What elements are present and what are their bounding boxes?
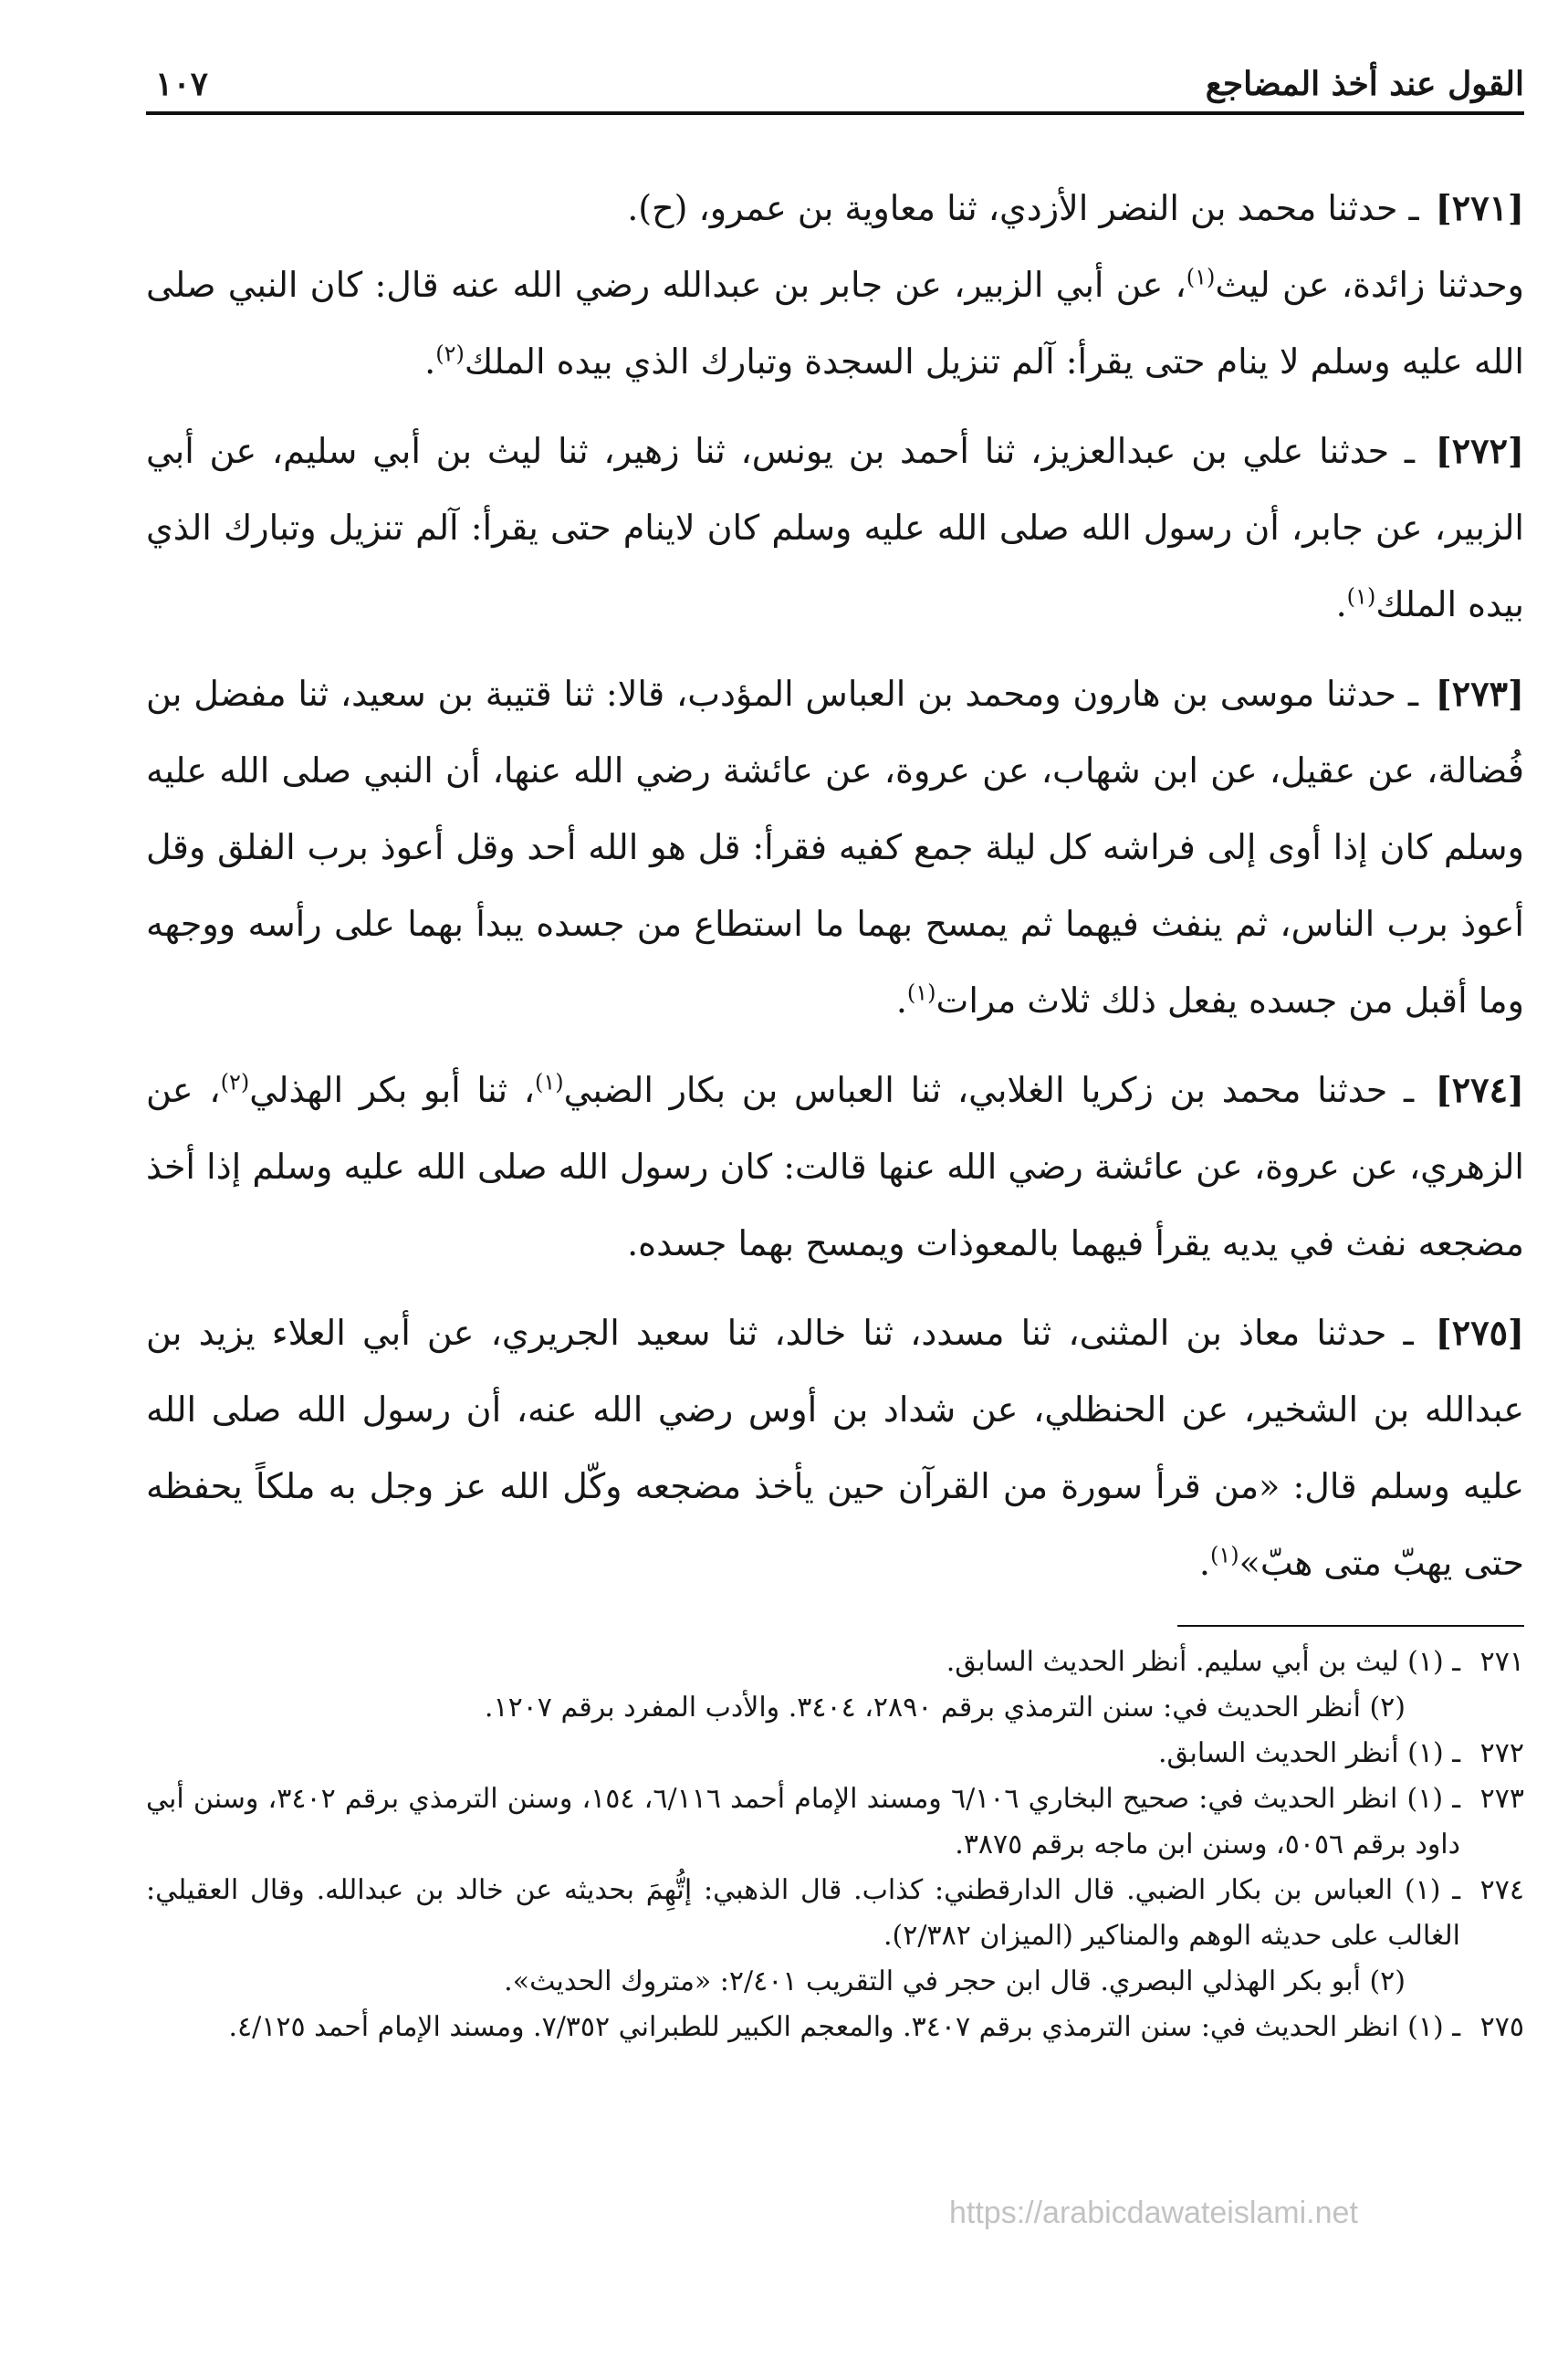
hadith-number: [٢٧٥]	[1435, 1312, 1524, 1353]
hadith-274	[146, 1052, 1524, 1282]
footnote-marker: (٢)	[435, 341, 465, 367]
book-page	[146, 37, 1524, 2319]
footnote-hadith-number: ٢٧٣	[1479, 1783, 1524, 1815]
footnote-line: (٢) أبو بكر الهذلي البصري. قال ابن حجر في التقريب ٢/٤٠١: «متروك الحديث».	[504, 1965, 1406, 1997]
hadith-number: [٢٧٢]	[1435, 430, 1524, 471]
footnote-marker: (١)	[1346, 583, 1376, 610]
footnote-body	[146, 1640, 1460, 1731]
hadith-number: [٢٧٣]	[1435, 673, 1524, 714]
footnote-hadith-number: ٢٧٢	[1479, 1737, 1524, 1769]
footnote-line: ـ (١) انظر الحديث في: صحيح البخاري ٦/١٠٦ ومسند الإمام أحمد ٦/١١٦، ١٥٤، وسنن الترمذي برقم ٣٤٠٢، وسنن أبي داود برقم ٥٠٥٦، وسنن ابن ماجه برقم ٣٨٧٥.	[146, 1783, 1461, 1860]
footnote-group-275	[146, 2005, 1524, 2050]
hadith-text: .	[1335, 584, 1347, 624]
hadith-number: [٢٧٤]	[1435, 1069, 1524, 1110]
footnote-marker: (١)	[1186, 264, 1216, 290]
hadith-272	[146, 413, 1524, 643]
hadith-text: وحدثنا زائدة، عن ليث	[1215, 265, 1524, 305]
chapter-title: القول عند أخذ المضاجع	[1205, 65, 1524, 103]
hadith-text: .	[895, 980, 907, 1021]
hadith-text: ـ حدثنا موسى بن هارون ومحمد بن العباس المؤدب، قالا: ثنا قتيبة بن سعيد، ثنا مفضل بن فُضالة، عن عقيل، عن ابن شهاب، عن عروة، عن عائشة رضي الله عنها، أن النبي صلى الله عليه وسلم كان إذا أوى إلى فراشه كل ليلة جمع كفيه فقرأ: قل هو الله أحد وقل أعوذ برب الفلق وقل أعوذ برب الناس، ثم ينفث فيهما ثم يمسح بهما ما استطاع من جسده يبدأ بهما على رأسه ووجهه وما أقبل من جسده يفعل ذلك ثلاث مرات	[146, 674, 1524, 1021]
hadith-text: ، عن أبي الزبير، عن جابر بن عبدالله رضي الله عنه قال: كان النبي صلى الله عليه وسلم لا ينام حتى يقرأ: آلم تنزيل السجدة وتبارك الذي بيده الملك	[146, 265, 1524, 382]
hadith-text: ـ حدثنا معاذ بن المثنى، ثنا مسدد، ثنا خالد، ثنا سعيد الجريري، عن أبي العلاء يزيد بن عبدالله بن الشخير، عن الحنظلي، عن شداد بن أوس رضي الله عنه، أن رسول الله صلى الله عليه وسلم قال: «من قرأ سورة من القرآن حين يأخذ مضجعه وكّل الله عز وجل به ملكاً يحفظه حتى يهبّ متى هبّ»	[146, 1313, 1524, 1583]
hadith-text: .	[424, 341, 436, 382]
footnote-marker: (٢)	[220, 1069, 250, 1095]
hadith-text: ـ حدثنا محمد بن النضر الأزدي، ثنا معاوية بن عمرو، (ح).	[627, 188, 1419, 228]
footnote-separator	[1177, 1625, 1524, 1627]
page-number: ١٠٧	[155, 65, 209, 103]
footnote-hadith-number: ٢٧٤	[1479, 1874, 1524, 1906]
footnote-marker: (١)	[1209, 1542, 1239, 1568]
footnote-hadith-number: ٢٧٥	[1479, 2011, 1524, 2043]
footnote-body	[146, 2005, 1460, 2050]
footnote-line: ـ (١) أنظر الحديث السابق.	[1158, 1737, 1460, 1769]
footnote-body	[146, 1731, 1460, 1776]
header-rule	[146, 111, 1524, 115]
footnote-line: ـ (١) انظر الحديث في: سنن الترمذي برقم ٣٤٠٧. والمعجم الكبير للطبراني ٧/٣٥٢. ومسند الإمام أحمد ٤/١٢٥.	[228, 2011, 1460, 2043]
hadith-text: ـ حدثنا علي بن عبدالعزيز، ثنا أحمد بن يونس، ثنا زهير، ثنا ليث بن أبي سليم، عن أبي الزبير، عن جابر، أن رسول الله صلى الله عليه وسلم كان لاينام حتى يقرأ: آلم تنزيل وتبارك الذي بيده الملك	[146, 431, 1524, 624]
running-header	[146, 37, 1524, 108]
hadith-273	[146, 655, 1524, 1039]
footnote-group-272	[146, 1731, 1524, 1776]
footnote-body	[146, 1776, 1460, 1868]
hadith-text: ، عن الزهري، عن عروة، عن عائشة رضي الله عنها قالت: كان رسول الله صلى الله عليه وسلم إذا أخذ مضجعه نفث في يديه يقرأ فيهما بالمعوذات ويمسح بهما جسده.	[146, 1070, 1524, 1263]
footnote-hadith-number: ٢٧١	[1479, 1646, 1524, 1678]
footnote-group-273	[146, 1776, 1524, 1868]
footnote-group-274	[146, 1868, 1524, 2005]
hadith-text: ـ حدثنا محمد بن زكريا الغلابي، ثنا العباس بن بكار الضبي	[563, 1070, 1415, 1110]
hadith-text: .	[1198, 1543, 1210, 1583]
hadith-271	[146, 170, 1524, 400]
footnote-marker: (١)	[535, 1069, 564, 1095]
footnote-group-271	[146, 1640, 1524, 1731]
footnote-line: ـ (١) ليث بن أبي سليم. أنظر الحديث السابق.	[946, 1646, 1460, 1678]
hadith-275	[146, 1294, 1524, 1601]
hadith-text: ، ثنا أبو بكر الهذلي	[249, 1070, 536, 1110]
watermark-url: https://arabicdawateislami.net	[949, 2196, 1358, 2230]
footnote-body	[146, 1868, 1460, 2005]
footnote-line: ـ (١) العباس بن بكار الضبي. قال الدارقطني: كذاب. قال الذهبي: إتُّهِمَ بحديثه عن خالد بن عبدالله. وقال العقيلي: الغالب على حديثه الوهم والمناكير (الميزان ٢/٣٨٢).	[146, 1874, 1460, 1952]
footnotes	[146, 1640, 1524, 2050]
hadith-number: [٢٧١]	[1435, 187, 1524, 228]
footnote-line: (٢) أنظر الحديث في: سنن الترمذي برقم ٢٨٩٠، ٣٤٠٤. والأدب المفرد برقم ١٢٠٧.	[484, 1692, 1406, 1724]
main-text	[146, 170, 1524, 1601]
footnote-marker: (١)	[906, 980, 936, 1006]
